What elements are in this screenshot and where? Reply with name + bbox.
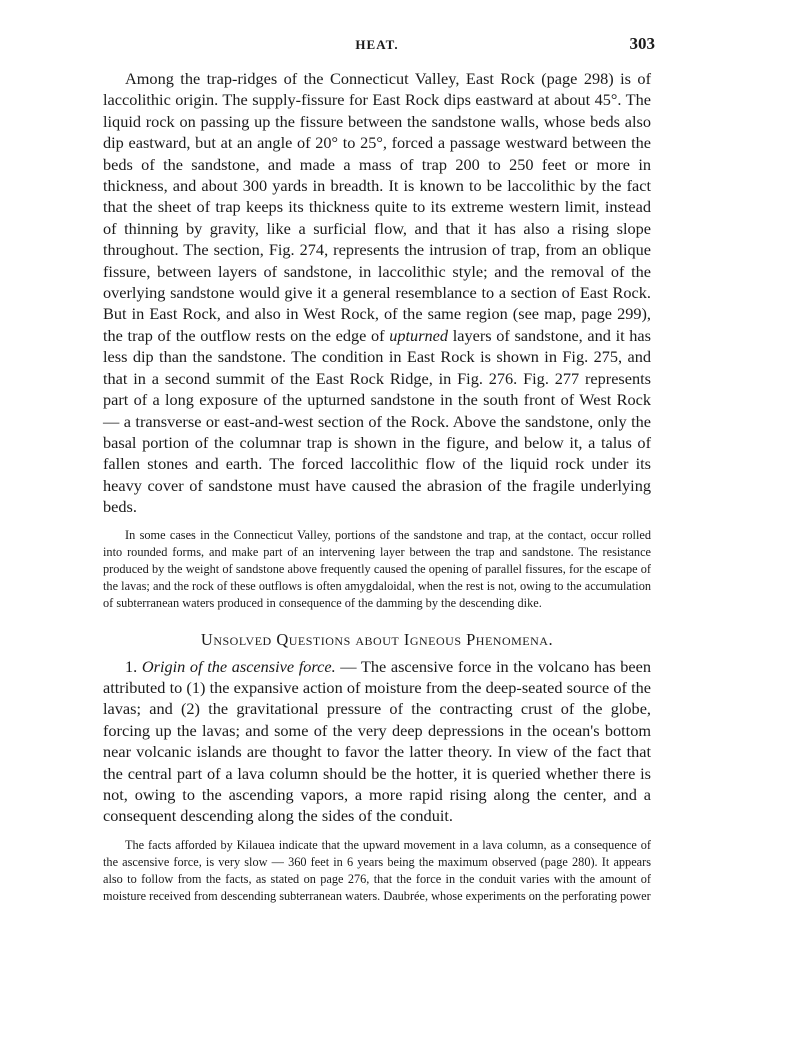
paragraph-east-rock	[103, 68, 651, 518]
running-head	[103, 34, 655, 56]
running-head-title: HEAT.	[355, 37, 399, 52]
question-1-text: The ascensive force in the volcano has been attributed to (1) the expansive action of moisture from the deep-seated source of the lavas; and (2) the gravitational pressure of the contracting crust of the globe, forcing up the lavas; and some of the very deep depressions in the ocean's bottom near volcanic islands are thought to favor the latter theory. In view of the fact that the central part of a lava column should be the hotter, it is queried whether there is not, owing to the ascending vapors, a more rapid rising along the center, and a consequent descending along the sides of the conduit.	[103, 656, 652, 826]
page-number: 303	[629, 34, 655, 53]
paragraph-east-rock-part1: Among the trap-ridges of the Connecticut Valley, East Rock (page 298) is of laccolithic origin. The supply-fissure for East Rock dips eastward at about 45°. The liquid rock on passing up the fissure between the sandstone walls, whose beds also dip eastward, but at an angle of 20° to 25°, forced a passage westward between the beds of the sandstone, and made a mass of trap 200 to 250 feet or more in thickness, and about 300 yards in breadth. It is known to be laccolithic by the fact that the sheet of trap keeps its thickness quite to its extreme western limit, instead of thinning by gravity, like a surficial flow, and that it has also a rising slope throughout. The section, Fig. 274, represents the intrusion of trap, from an oblique fissure, between layers of sandstone, in laccolithic style; and the removal of the overlying sandstone would give it a general resemblance to a section of East Rock. But in East Rock, and also in West Rock, of the same region (see map, page 299), the trap of the outflow rests on the edge of	[103, 69, 651, 345]
paragraph-east-rock-part2: layers of sandstone, and it has less dip than the sandstone. The condition in East Rock is shown in Fig. 275, and that in a second summit of the East Rock Ridge, in Fig. 276. Fig. 277 represents part of a long exposure of the upturned sandstone in the south front of West Rock — a transverse or east-and-west section of the Rock. Above the sandstone, only the basal portion of the columnar trap is shown in the figure, and below it, a talus of fallen stones and earth. The forced laccolithic flow of the liquid rock under its heavy cover of sandstone must have caused the abrasion of the fragile underlying beds.	[103, 325, 651, 517]
section-heading: Unsolved Questions about Igneous Phenomena.	[200, 629, 554, 649]
note-connecticut-valley: In some cases in the Connecticut Valley, portions of the sandstone and trap, at the contact, occur rolled into rounded forms, and make part of an intervening layer between the trap and sandstone. The resistance produced by the weight of sandstone above frequently caused the opening of parallel fissures, for the escape of the lavas; and the rock of these outflows is often amygdaloidal, when the rest is not, owing to the accumulation of subterranean waters produced in consequence of the damming by the descending dike.	[103, 527, 651, 610]
question-1-title: Origin of the ascensive force.	[141, 656, 336, 676]
question-1-paragraph	[103, 656, 651, 827]
question-1-number: 1.	[125, 656, 142, 676]
question-1-dash: —	[335, 656, 361, 676]
emphasis-upturned: upturned	[389, 325, 449, 345]
page	[103, 34, 655, 905]
note-kilauea: The facts afforded by Kilauea indicate that the upward movement in a lava column, as a consequence of the ascensive force, is very slow — 360 feet in 6 years being the maximum observed (page 280). It appears also to follow from the facts, as stated on page 276, that the force in the conduit varies with the amount of moisture received from descending subterranean waters. Daubrée, whose experiments on the perforating power	[103, 837, 651, 903]
